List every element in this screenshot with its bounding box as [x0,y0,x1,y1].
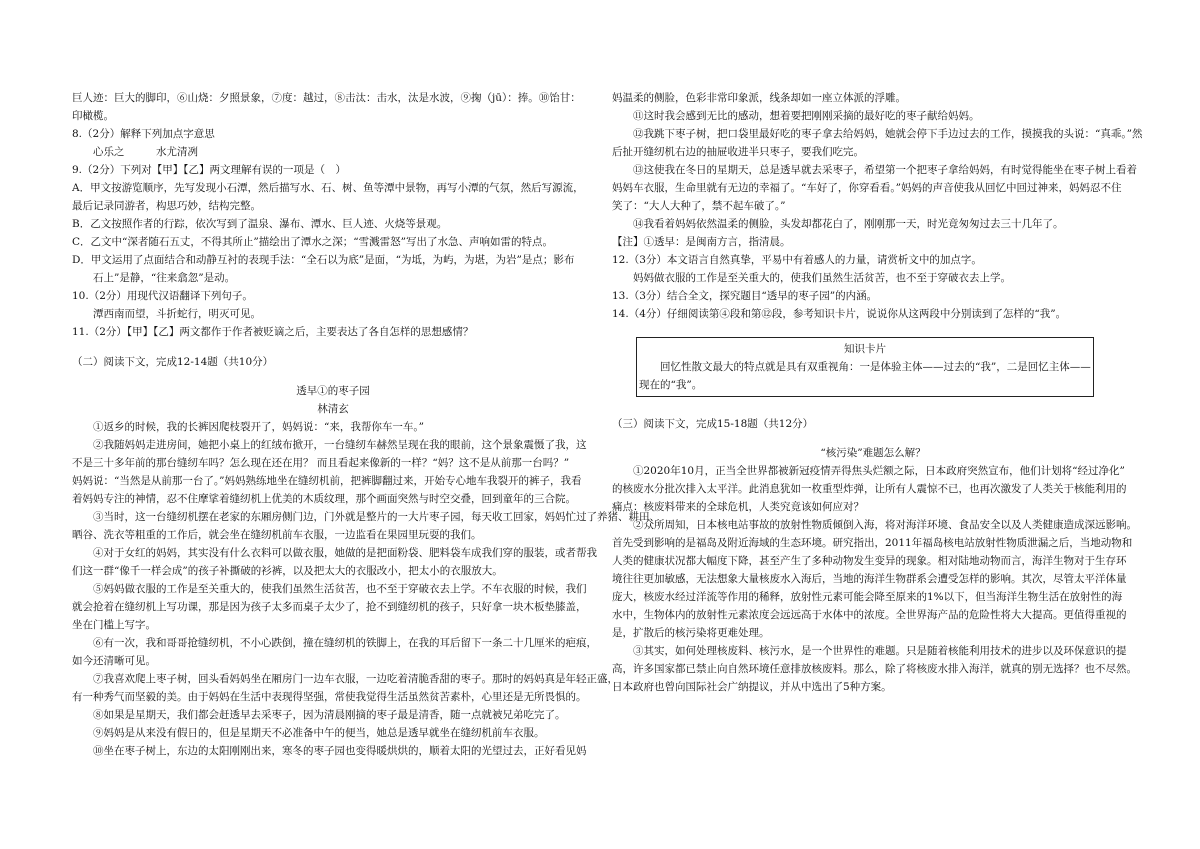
article-line: ②众所周知，日本核电站事故的放射性物质倾倒入海，将对海洋环境、食品安全以及人类健康造成深远影响。 [633,518,1137,531]
question-13: 13.（3分）结合全文，探究题目“透早的枣子园”的内涵。 [612,290,878,302]
left-line: 巨人迹：巨大的脚印，⑥山烧：夕照景象，⑦度：越过，⑧击汰：击水，汰是水波，⑨掬（jū）：捧。⑩饴甘： [72,92,581,104]
article-line: 妈妈说：“当然是从前那一台了。”妈妈熟练地坐在缝纫机前，把裤脚翻过来，开始专心地车我裂开的裤子，我看 [72,474,582,487]
option-a: A．甲文按游览顺序，先写发现小石潭，然后描写水、石、树、鱼等潭中景物，再写小潭的气氛，然后写源流， [72,182,584,194]
question-14: 14.（4分）仔细阅读第④段和第⑫段，参考知识卡片，说说你从这两段中分别读到了怎样的“我”。 [612,308,1067,320]
option-a-cont: 最后记录同游者，构思巧妙，结构完整。 [72,200,261,212]
article-line: 痛点：核废料带来的全球危机，人类究竟该如何应对？ [612,500,864,513]
option-c: C．乙文中“深者随石五丈，不得其所止”描绘出了潭水之深；“雪溅雷怒”写出了水急、声响如雷的特点。 [72,236,554,248]
option-b: B．乙文按照作者的行踪，依次写到了温泉、瀑布、潭水、巨人迹、火烧等景观。 [72,218,448,230]
article-title: “核污染”难题怎么解？ [820,446,926,459]
article-line: 日本政府也曾向国际社会广纳提议，并从中选出了5种方案。 [612,680,892,693]
article-line: 不是三十多年前的那台缝纫车吗？怎么现在还在用？ 而且看起来像新的一样？“妈？这不是从前那一台吗？” [72,456,570,469]
article-line: 人类的健康状况都大幅度下降，甚至产生了多种动物发生变异的现象。相对陆地动物而言，海洋生物对于生存环 [612,554,1127,567]
article-line: 晒谷、洗衣等粗重的工作后，就会坐在缝纫机前车衣服，一边监看在果园里玩耍的我们。 [72,528,482,541]
article-line: ①2020年10月，正当全世界都被新冠疫情弄得焦头烂额之际，日本政府突然宣布，他们计划将“经过净化” [633,464,1125,477]
article-line: 就会抢着在缝纫机上写功课，那是因为孩子太多而桌子太少了，抢不到缝纫机的孩子，只好拿一块木板垫膝盖， [72,600,587,613]
article-line: 妈温柔的侧脸，色彩非常印象派，线条却如一座立体派的浮雕。 [612,92,906,104]
article-line: 高，许多国家都已禁止向自然环境任意排放核废料。那么，除了将核废水排入海洋，就真的别无选择？也不尽然。 [612,662,1137,675]
left-top-block [72,89,594,341]
option-d: D．甲文运用了点面结合和动静互衬的表现手法：“全石以为底”是面，“为坻，为屿，为堪，为岩”是点；影布 [72,254,575,266]
article-line: 的核废水分批次排入太平洋。此消息犹如一枚重型炸弹，让所有人震惊不已，也再次激发了人类关于核能利用的 [612,482,1127,495]
article-line: ⑨妈妈是从来没有假日的，但是星期天不必准备中午的便当，她总是透早就坐在缝纫机前车衣服。 [93,726,545,739]
article-line: ⑪这时我会感到无比的感动，想着要把刚刚采摘的最好吃的枣子献给妈妈。 [633,110,980,122]
question-11: 11.（2分）【甲】【乙】两文都作于作者被贬谪之后，主要表达了各自怎样的思想感情？ [72,326,474,338]
left-line: 印橄榄。 [72,110,114,122]
article-line: ③其实，如何处理核废料、核污水，是一个世界性的难题。只是随着核能利用技术的进步以及环保意识的提 [633,644,1127,657]
article-line: ①返乡的时候，我的长裤因爬枝裂开了，妈妈说：“来，我帮你车一车。” [93,420,424,433]
article-line: ⑩坐在枣子树上，东边的太阳刚刚出来，寒冬的枣子园也变得暖烘烘的，顺着太阳的光望过去，正好看见妈 [93,744,587,757]
option-d-cont: 石上”是静，“往来翕忽”是动。 [93,272,236,284]
article-line: ⑫我跳下枣子树，把口袋里最好吃的枣子拿去给妈妈，她就会停下手边过去的工作，摸摸我的头说：“真乖。”然 [633,128,1143,140]
right-column [612,89,1143,696]
article-line: 们这一群“像千一样会成”的孩子补撕破的衫裤，以及把太大的衣服改小，把太小的衣服放大。 [72,564,503,577]
article-note: 【注】①透早：是闽南方言，指清晨。 [612,236,791,248]
article-line: 后扯开缝纫机右边的抽屉收进半只枣子，要我们吃完。 [612,146,864,158]
question-9: 9.（2分）下列对【甲】【乙】两文理解有误的一项是（ ） [72,164,346,176]
left-column [72,89,660,760]
article-body [612,462,1137,696]
article-line: 首先受到影响的是福岛及附近海域的生态环境。研究指出，2011年福岛核电站放射性物质泄漏之后，当地动物和 [612,536,1133,549]
article-line: ⑤妈妈做衣服的工作是至关重大的，使我们虽然生活贫苦，也不至于穿破衣去上学。不车衣服的时候，我们 [93,582,587,595]
article-line: ⑥有一次，我和哥哥抢缝纫机，不小心跌倒，撞在缝纫机的铁脚上，在我的耳后留下一条二十几厘米的疤痕， [93,636,597,649]
article-line: 水中，生物体内的放射性元素浓度会远远高于水体中的浓度。全世界海产品的危险性将大大提高。更值得重视的 [612,608,1127,621]
article-line: 有一种秀气而坚毅的美。由于妈妈在生活中表现得坚强，常使我觉得生活虽然贫苦素朴，心里还是无所畏惧的。 [72,690,587,703]
article-line: ④对于女红的妈妈，其实没有什么衣料可以做衣服，她做的是把面粉袋、肥料袋车成我们穿的服装，或者帮我 [93,546,597,559]
article-line: ⑦我喜欢爬上枣子树，回头看妈妈坐在厢房门一边车衣服，一边吃着清脆香甜的枣子。那时的妈妈真是年轻正盛， [93,672,618,685]
knowledge-card-body: 回忆性散文最大的特点就是具有双重视角：一是体验主体——过去的“我”，二是回忆主体——现在的“我”。 [639,361,1091,391]
knowledge-card [636,337,1094,397]
article-line: 如今还清晰可见。 [72,654,156,667]
question-12: 12.（3分）本文语言自然真挚，平易中有着感人的力量，请赏析文中的加点字。 [612,254,982,266]
article-line: ⑬这使我在冬日的星期天，总是透早就去采枣子，希望第一个把枣子拿给妈妈，有时觉得能坐在枣子树上看着 [633,164,1137,176]
article-line: ⑧如果是星期天，我们都会赶透早去采枣子，因为清晨刚摘的枣子最是清香，随一点就被兄弟吃完了。 [93,708,566,721]
question-12-sentence: 妈妈做衣服的工作是至关重大的，使我们虽然生活贫苦，也不至于穿破衣去上学。 [633,272,1011,284]
section-2-heading: （二）阅读下文，完成12-14题（共10分） [72,356,274,368]
article-line: 妈妈车衣服，生命里就有无边的幸福了。“车好了，你穿看看。”妈妈的声音使我从回忆中回过神来，妈妈忍不住 [612,182,1122,194]
article-body [72,418,660,760]
article-line: ③当时，这一台缝纫机摆在老家的东厢房侧门边，门外就是整片的一大片枣子园，每天收工回家，妈妈忙过了养猪、耕田、 [93,510,660,523]
article-author: 林清玄 [317,402,349,415]
article-line: 着妈妈专注的神情，忍不住摩挲着缝纫机上优美的木质纹理，那个画面突然与时空交叠，回到童年的三合院。 [72,492,576,505]
question-10: 10.（2分）用现代汉语翻译下列句子。 [72,290,253,302]
article-line: 境往往更加敏感，无法想象大量核废水入海后，当地的海洋生物群系会遭受怎样的影响。其次，尽管太平洋体量 [612,572,1127,585]
article-line: 庞大，核废水经过洋流等作用的稀释，放射性元素可能会降至原来的1%以下，但当海洋生物生活在放射性的海 [612,590,1123,603]
article-title: 透早①的枣子园 [296,384,370,397]
article-line: 笑了：“大人大种了，禁不起车破了。” [612,200,786,212]
right-top-block [612,89,1143,323]
question-10-sentence: 潭西南而望，斗折蛇行，明灭可见。 [93,308,261,320]
question-8: 8.（2分）解释下列加点字意思 [72,128,215,140]
article-line: ②我随妈妈走进房间，她把小桌上的红绒布掀开，一台缝纫车赫然呈现在我的眼前，这个景象震慑了我，这 [93,438,587,451]
section-3-heading: （三）阅读下文，完成15-18题（共12分） [612,418,814,430]
article-line: 是，扩散后的核污染将更难处理。 [612,626,770,639]
article-line: 坐在门槛上写字。 [72,618,156,631]
question-8-words: 心乐之 水尤清冽 [93,146,198,158]
article-line: ⑭我看着妈妈依然温柔的侧脸，头发却都花白了，刚刚那一天，时光竟匆匆过去三十几年了。 [633,218,1064,230]
knowledge-card-title: 知识卡片 [844,343,886,355]
